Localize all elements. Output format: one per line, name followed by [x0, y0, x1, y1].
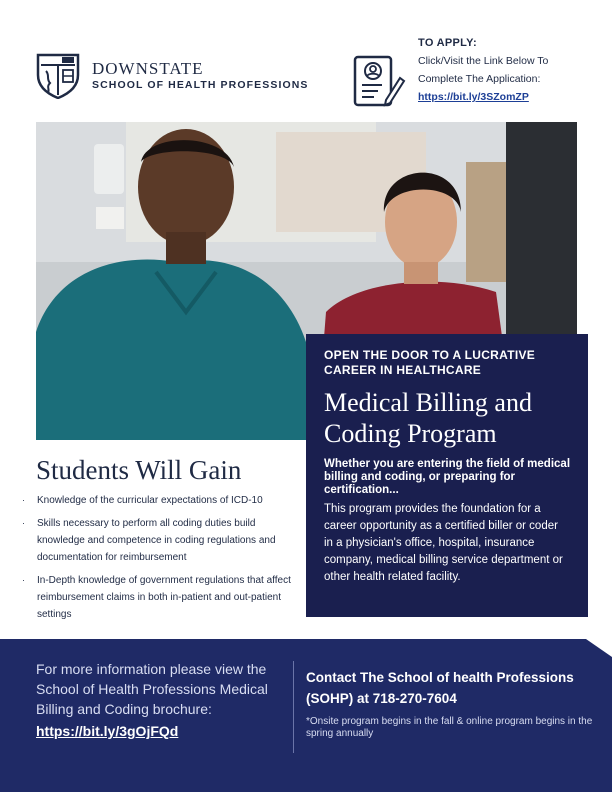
- program-description: This program provides the foundation for a career opportunity as a certified biller or coder in a physician's office, hospital, insurance company, medical billing service department or other health related facility.: [324, 503, 563, 583]
- gain-item-text: Skills necessary to perform all coding duties build knowledge and competence in coding regulations and documentation for reimbursement: [37, 518, 276, 563]
- footer-contact-section: [306, 667, 596, 740]
- program-tagline: OPEN THE DOOR TO A LUCRATIVE CAREER IN HEALTHCARE: [324, 348, 536, 377]
- apply-section: [418, 34, 598, 106]
- gain-heading: Students Will Gain: [36, 455, 242, 485]
- application-form-icon: [352, 54, 406, 108]
- shield-crest-icon: [36, 53, 80, 99]
- apply-instruction-line1: Click/Visit the Link Below To: [418, 55, 549, 67]
- list-item: [22, 492, 292, 509]
- gain-item-text: Knowledge of the curricular expectations of ICD-10: [37, 495, 263, 506]
- bullet-icon: ·: [22, 495, 25, 505]
- school-logo: [36, 53, 309, 99]
- program-lead: Whether you are entering the field of medical billing and coding, or preparing for certification...: [324, 458, 571, 496]
- footer-info: [36, 659, 276, 741]
- gain-item-text: In-Depth knowledge of government regulations that affect reimbursement claims in both in-patient and out-patient settings: [37, 575, 291, 620]
- logo-subtitle: SCHOOL OF HEALTH PROFESSIONS: [92, 79, 309, 91]
- list-item: [22, 572, 292, 623]
- program-info-box: [306, 334, 588, 617]
- program-title: Medical Billing and Coding Program: [324, 388, 532, 448]
- logo-name: DOWNSTATE: [92, 59, 204, 78]
- program-schedule-note: *Onsite program begins in the fall & online program begins in the spring annually: [306, 716, 593, 739]
- footer-divider: [293, 661, 294, 753]
- bullet-icon: ·: [22, 575, 25, 585]
- footer-corner-cut: [586, 639, 612, 657]
- apply-heading: TO APPLY:: [418, 37, 477, 49]
- brochure-link[interactable]: https://bit.ly/3gOjFQd: [36, 723, 179, 739]
- apply-link[interactable]: https://bit.ly/3SZomZP: [418, 91, 529, 103]
- bullet-icon: ·: [22, 518, 25, 528]
- gain-list: [22, 492, 292, 629]
- footer-info-text: For more information please view the School of Health Professions Medical Billing and Coding brochure:: [36, 661, 268, 717]
- footer: [0, 639, 612, 792]
- contact-text: Contact The School of health Professions (SOHP) at 718-270-7604: [306, 670, 574, 706]
- apply-instruction-line2: Complete The Application:: [418, 73, 541, 85]
- list-item: [22, 515, 292, 566]
